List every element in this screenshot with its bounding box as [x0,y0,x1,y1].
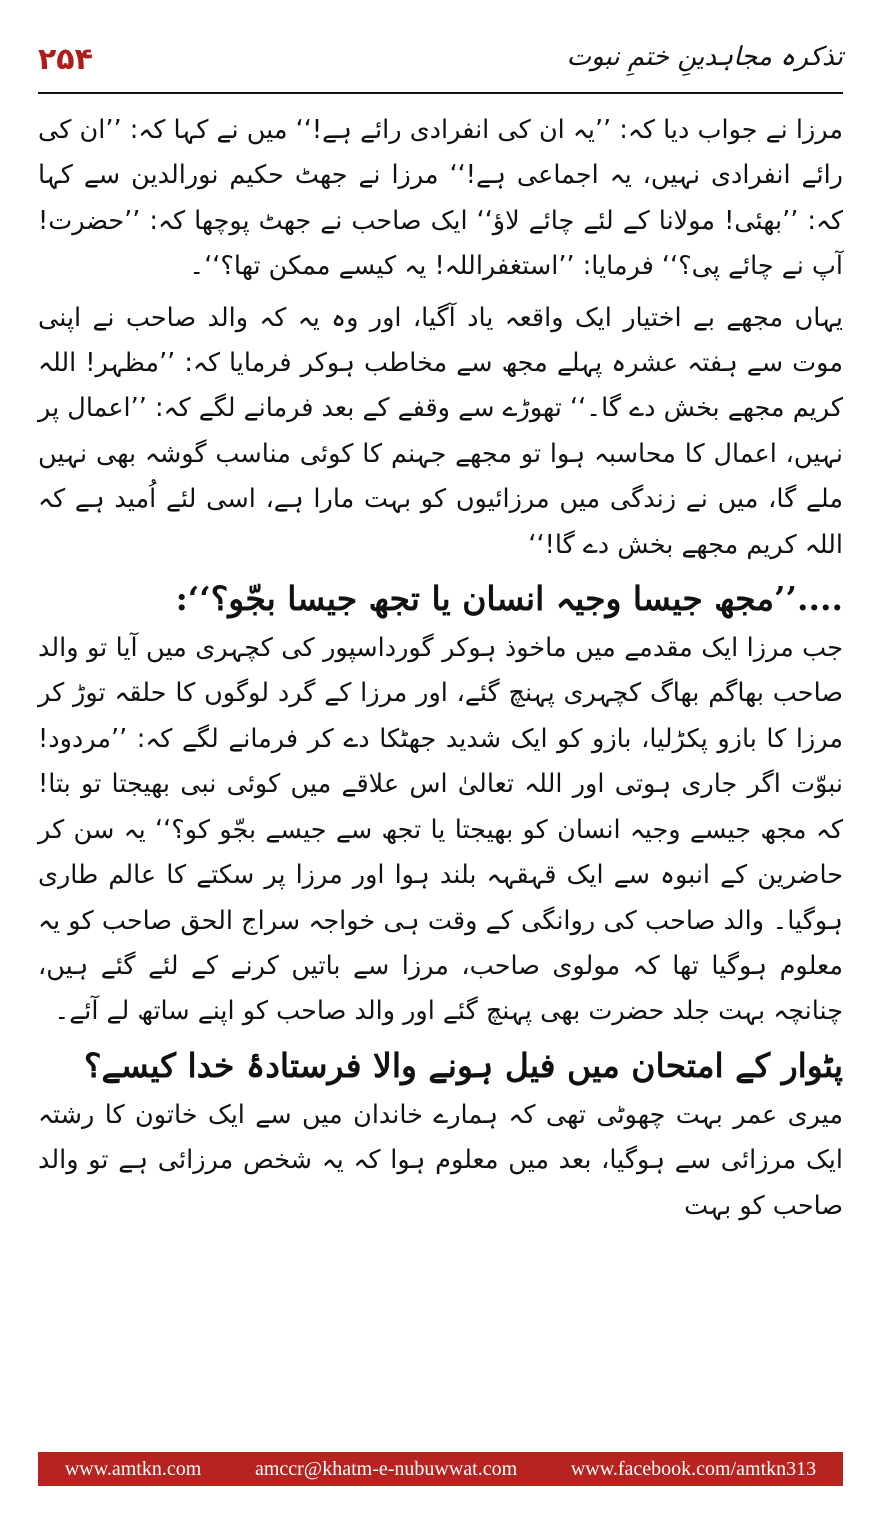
page-number: ۲۵۴ [38,42,93,77]
paragraph: مرزا نے جواب دیا کہ: ’’یہ ان کی انفرادی رائے ہے!‘‘ میں نے کہا کہ: ’’ان کی رائے انفرادی نہیں، یہ اجماعی ہے!‘‘ مرزا نے جھٹ حکیم نورالدین سے کہا کہ: ’’بھئی! مولانا کے لئے چائے لاؤ‘‘ ایک صاحب نے جھٹ پوچھا کہ: ’’حضرت! آپ نے چائے پی؟‘‘ فرمایا: ’’استغفراللہ! یہ کیسے ممکن تھا؟‘‘۔ [38,115,843,282]
paragraph: جب مرزا ایک مقدمے میں ماخوذ ہوکر گورداسپور کی کچہری میں آیا تو والد صاحب بھاگم بھاگ کچہری پہنچ گئے، اور مرزا کے گرد لوگوں کا حلقہ توڑ کر مرزا کا بازو پکڑلیا، بازو کو ایک شدید جھٹکا دے کر فرمانے لگے کہ: ’’مردود! نبوّت اگر جاری ہوتی اور اللہ تعالیٰ اس علاقے میں کوئی نبی بھیجتا تو بتا! کہ مجھ جیسے وجیہ انسان کو بھیجتا یا تجھ سے جیسے بجّو کو؟‘‘ یہ سن کر حاضرین کے انبوہ سے ایک قہقہہ بلند ہوا اور مرزا پر سکتے کا عالم طاری ہوگیا۔ والد صاحب کی روانگی کے وقت ہی خواجہ سراج الحق صاحب کو یہ معلوم ہوگیا تھا کہ مولوی صاحب، مرزا سے باتیں کرنے کے لئے گئے ہیں، چنانچہ بہت جلد حضرت بھی پہنچ گئے اور والد صاحب کو اپنے ساتھ لے آئے۔ [38,633,843,1027]
book-title: تذکرہ مجاہدینِ ختمِ نبوت [566,42,843,72]
page-header [38,40,843,94]
page-body [38,108,843,1229]
footer-email: amccr@khatm-e-nubuwwat.com [254,1457,518,1480]
section-heading: پٹوار کے امتحان میں فیل ہونے والا فرستادۂ خدا کیسے؟ [84,1045,843,1085]
footer-website: www.amtkn.com [64,1457,202,1480]
page-footer [38,1452,843,1486]
footer-facebook: www.facebook.com/amtkn313 [570,1457,817,1480]
paragraph: یہاں مجھے بے اختیار ایک واقعہ یاد آگیا، اور وہ یہ کہ والد صاحب نے اپنی موت سے ہفتہ عشرہ پہلے مجھ سے مخاطب ہوکر فرمایا کہ: ’’مظہر! اللہ کریم مجھے بخش دے گا۔‘‘ تھوڑے سے وقفے کے بعد فرمانے لگے کہ: ’’اعمال پر نہیں، اعمال کا محاسبہ ہوا تو مجھے جہنم کا کوئی مناسب گوشہ بھی نہیں ملے گا، میں نے زندگی میں مرزائیوں کو بہت مارا ہے، اسی لئے اُمید ہے کہ اللہ کریم مجھے بخش دے گا!‘‘ [38,302,843,560]
section-heading: ....’’مجھ جیسا وجیہ انسان یا تجھ جیسا بجّو؟‘‘: [175,579,843,619]
paragraph: میری عمر بہت چھوٹی تھی کہ ہمارے خاندان میں سے ایک خاتون کا رشتہ ایک مرزائی سے ہوگیا، بعد میں معلوم ہوا کہ یہ شخص مرزائی ہے تو والد صاحب کو بہت [38,1099,843,1221]
